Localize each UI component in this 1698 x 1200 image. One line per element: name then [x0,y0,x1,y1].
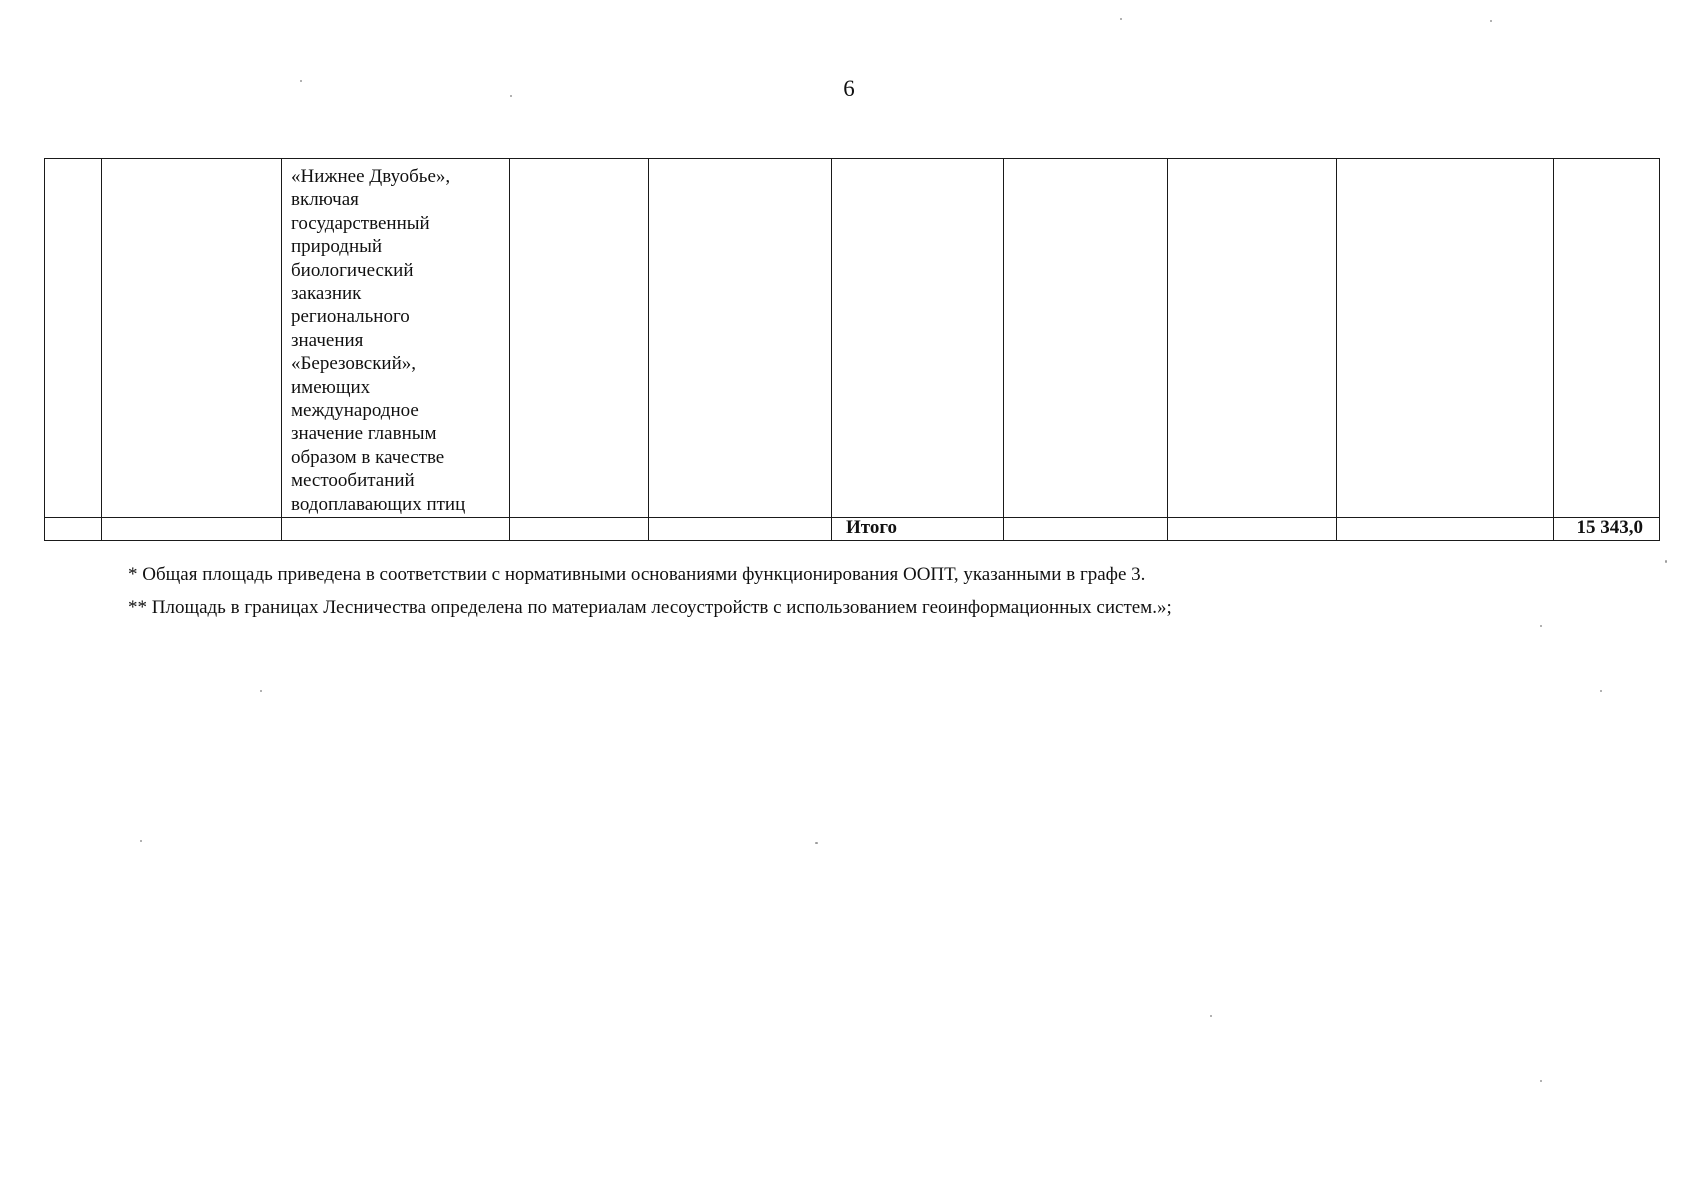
name-line: имеющих [291,376,371,398]
name-line: «Березовский», [291,353,417,375]
table-cell [45,518,102,541]
table-cell [832,159,1004,518]
table-cell [1337,159,1554,518]
table-cell [1554,159,1660,518]
name-line: природный [291,236,383,258]
table-cell [649,159,832,518]
scan-speck [1210,1015,1212,1017]
table-cell [1004,518,1168,541]
name-line: государственный [291,212,430,234]
scan-speck [1600,690,1602,692]
name-line: местообитаний [291,470,415,492]
scan-speck [300,80,302,82]
name-line: регионального [291,306,410,328]
table-cell [1168,159,1337,518]
name-line: заказник [291,283,362,305]
total-row [45,518,1660,541]
name-line: включая [291,189,359,211]
page-number: 6 [843,76,855,101]
scan-speck [1540,625,1542,627]
table-cell [45,159,102,518]
table-cell [102,518,282,541]
oopt-name-cell [282,159,510,518]
scan-speck [140,840,142,842]
scan-speck [260,690,262,692]
name-line: биологический [291,259,414,281]
table-row [45,159,1660,518]
footnote-total-area: * Общая площадь приведена в соответствии с нормативными основаниями функционирования ООПТ, указанными в графе 3. [128,564,1146,585]
table-cell [649,518,832,541]
scan-speck [1665,560,1667,563]
name-line: «Нижнее Двуобье», [291,166,451,187]
table-cell [510,518,649,541]
name-line: значение главным [291,423,437,445]
footnote-forestry-area: ** Площадь в границах Лесничества определена по материалам лесоустройств с использованием геоинформационных систем.»; [128,597,1172,618]
table-cell [1004,159,1168,518]
scan-speck [1120,18,1122,20]
total-label: Итого [832,518,1004,541]
table-cell [282,518,510,541]
table-cell [1337,518,1554,541]
name-line: водоплавающих птиц [291,493,466,515]
name-line: международное [291,400,419,422]
name-line: значения [291,329,364,351]
table-cell [510,159,649,518]
scan-speck [815,842,818,844]
scan-speck [510,95,512,97]
table-cell [1168,518,1337,541]
table-cell [102,159,282,518]
oopt-table [44,158,1660,541]
total-value: 15 343,0 [1554,518,1660,541]
name-line: образом в качестве [291,446,445,468]
scan-speck [1540,1080,1542,1082]
footnotes [128,558,1578,624]
scan-speck [1490,20,1492,22]
